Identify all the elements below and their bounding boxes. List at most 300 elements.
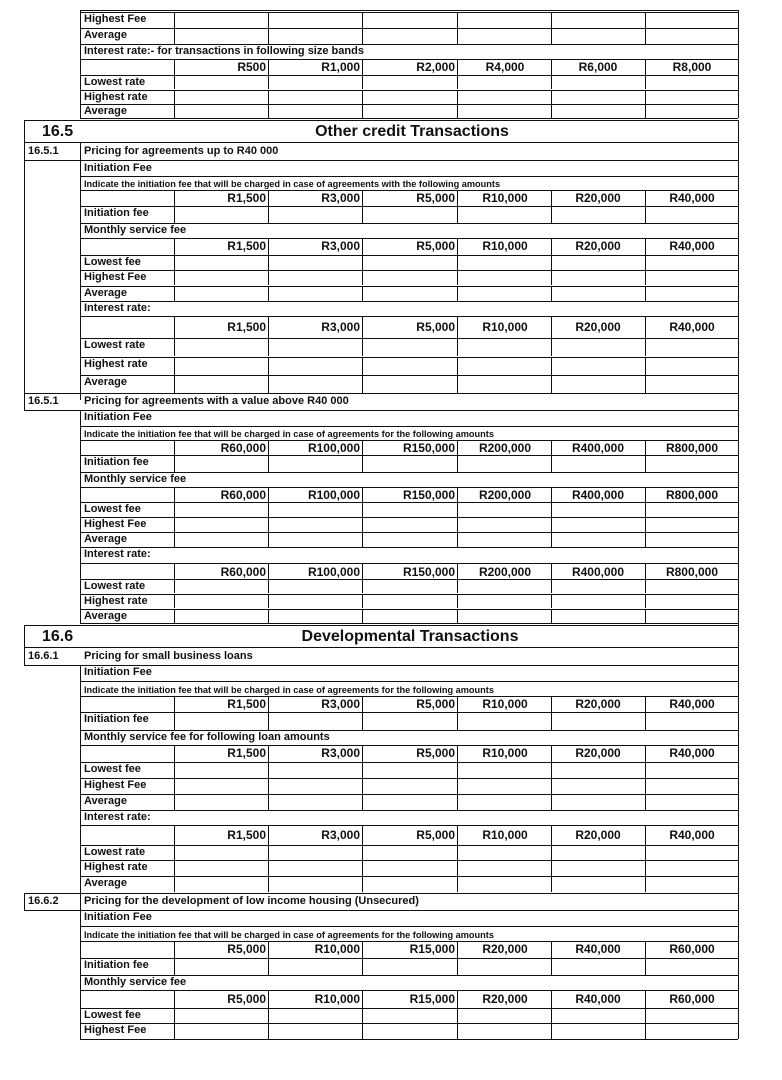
grid-line <box>738 338 739 356</box>
initiation-fee-heading: Initiation Fee <box>84 162 152 174</box>
grid-line <box>174 190 175 206</box>
initiation-fee-row-cell[interactable] <box>552 959 644 974</box>
fee-row-cell[interactable] <box>458 779 550 793</box>
grid-line <box>24 393 25 410</box>
fee-row-cell[interactable] <box>269 503 361 516</box>
fee-row-cell[interactable] <box>269 763 361 777</box>
initiation-fee-row-cell[interactable] <box>269 959 361 974</box>
rate-row-cell[interactable] <box>269 610 361 622</box>
amount-header: R40,000 <box>669 697 715 711</box>
fee-row-cell[interactable] <box>363 1009 456 1023</box>
rate-row-cell[interactable] <box>269 595 361 607</box>
subsection-title: Pricing for the development of low income housing (Unsecured) <box>84 895 419 907</box>
rate-row-cell[interactable] <box>552 358 644 374</box>
rate-row-cell[interactable] <box>269 339 361 355</box>
fee-row-cell[interactable] <box>269 1024 361 1038</box>
rate-row-cell[interactable] <box>646 595 737 607</box>
fee-row-label: Average <box>84 287 128 299</box>
rate-row-cell[interactable] <box>175 877 267 891</box>
amount-header: R20,000 <box>575 191 621 205</box>
rate-row-cell[interactable] <box>363 846 456 860</box>
grid-line <box>738 532 739 547</box>
fee-row-cell[interactable] <box>175 503 267 516</box>
top-rate-row-cell[interactable] <box>269 76 361 88</box>
rate-row-cell[interactable] <box>646 376 737 392</box>
rate-row-cell[interactable] <box>363 595 456 607</box>
fee-row-cell[interactable] <box>552 271 644 284</box>
interest-rate-heading: Interest rate:- for transactions in following size bands <box>84 45 364 57</box>
fee-row-cell[interactable] <box>552 1024 644 1038</box>
initiation-fee-row-cell[interactable] <box>269 713 361 729</box>
amount-header: R60,000 <box>220 488 266 502</box>
rate-row-cell[interactable] <box>363 877 456 891</box>
fee-row-cell[interactable] <box>175 779 267 793</box>
fee-row-cell[interactable] <box>646 518 737 531</box>
fee-row-cell[interactable] <box>458 533 550 546</box>
amount-header: R40,000 <box>669 320 715 334</box>
fee-row-cell[interactable] <box>646 533 737 546</box>
top-rate-row-label: Average <box>84 105 128 117</box>
grid-line <box>80 176 738 177</box>
rate-row-cell[interactable] <box>552 846 644 860</box>
fee-row-cell[interactable] <box>269 256 361 269</box>
grid-line <box>80 696 738 697</box>
initiation-fee-row-cell[interactable] <box>175 959 267 974</box>
amount-header: R5,000 <box>416 239 455 253</box>
amount-header: R1,500 <box>227 828 266 842</box>
rate-row-cell[interactable] <box>458 339 550 355</box>
amount-header: R40,000 <box>575 992 621 1006</box>
subsection-number: 16.5.1 <box>28 395 59 407</box>
initiation-fee-row-cell[interactable] <box>269 456 361 471</box>
amount-header: R5,000 <box>416 746 455 760</box>
initiation-fee-row-cell[interactable] <box>363 207 456 222</box>
grid-line <box>174 238 175 255</box>
top-rate-row-cell[interactable] <box>175 76 267 88</box>
amount-header: R4,000 <box>485 60 525 74</box>
grid-line <box>80 665 81 1039</box>
rate-row-cell[interactable] <box>646 846 737 860</box>
fee-row-cell[interactable] <box>552 518 644 531</box>
grid-line <box>24 160 738 161</box>
rate-row-cell[interactable] <box>363 610 456 622</box>
fee-row-label: Average <box>84 795 128 807</box>
initiation-note: Indicate the initiation fee that will be charged in case of agreements with the following amounts <box>84 179 501 189</box>
fee-row-label: Lowest fee <box>84 503 141 515</box>
fee-row-cell[interactable] <box>269 795 361 809</box>
grid-line <box>738 778 739 794</box>
fee-row-cell[interactable] <box>363 533 456 546</box>
rate-row-cell[interactable] <box>269 580 361 592</box>
fee-row-cell[interactable] <box>646 256 737 269</box>
grid-line <box>738 28 739 44</box>
grid-line <box>738 206 739 223</box>
amount-header: R10,000 <box>482 828 528 842</box>
amount-header: R1,500 <box>227 746 266 760</box>
fee-row-cell[interactable] <box>269 779 361 793</box>
top-rate-row-cell[interactable] <box>175 105 267 117</box>
top-rate-row-label: Lowest rate <box>84 76 146 88</box>
amount-header: R1,500 <box>227 191 266 205</box>
fee-row-label: Highest Fee <box>84 518 147 530</box>
fee-row-cell[interactable] <box>269 287 361 300</box>
fee-row-cell[interactable] <box>363 256 456 269</box>
amount-header: R1,500 <box>227 697 266 711</box>
top-rate-row-cell[interactable] <box>552 76 644 88</box>
fee-row-cell[interactable] <box>175 1024 267 1038</box>
grid-line <box>24 625 738 626</box>
rate-row-cell[interactable] <box>646 610 737 622</box>
rate-row-label: Average <box>84 610 128 622</box>
amount-header: R100,000 <box>307 565 360 579</box>
initiation-fee-row-cell[interactable] <box>269 207 361 222</box>
amount-header: R400,000 <box>571 488 625 502</box>
grid-line <box>738 286 739 301</box>
grid-line <box>80 681 738 682</box>
subsection-title: Pricing for agreements with a value above R40 000 <box>84 395 349 407</box>
rate-row-cell[interactable] <box>458 846 550 860</box>
grid-line <box>80 118 738 119</box>
top-rate-row-cell[interactable] <box>458 105 550 117</box>
amount-header: R3,000 <box>321 697 360 711</box>
top-fee-row-cell[interactable] <box>363 29 456 43</box>
fee-row-cell[interactable] <box>646 271 737 284</box>
grid-line <box>738 455 739 472</box>
initiation-fee-row-cell[interactable] <box>458 959 550 974</box>
top-rate-row-cell[interactable] <box>646 91 737 103</box>
amount-header: R6,000 <box>578 60 618 74</box>
grid-line <box>80 941 738 942</box>
amount-header: R10,000 <box>314 942 360 956</box>
monthly-service-heading: Monthly service fee for following loan amounts <box>84 731 330 743</box>
section-number: 16.5 <box>42 123 74 140</box>
interest-rate-heading: Interest rate: <box>84 811 151 823</box>
rate-row-cell[interactable] <box>363 358 456 374</box>
fee-row-cell[interactable] <box>552 533 644 546</box>
initiation-fee-row-cell[interactable] <box>646 456 737 471</box>
top-fee-row-label: Average <box>84 29 128 41</box>
rate-row-cell[interactable] <box>363 376 456 392</box>
top-fee-row-cell[interactable] <box>269 13 361 27</box>
grid-line <box>24 142 738 143</box>
fee-row-cell[interactable] <box>646 1009 737 1023</box>
fee-row-cell[interactable] <box>552 795 644 809</box>
grid-line <box>738 357 739 375</box>
grid-line <box>80 142 81 400</box>
amount-header: R20,000 <box>482 992 528 1006</box>
fee-row-cell[interactable] <box>552 256 644 269</box>
amount-header: R40,000 <box>669 239 715 253</box>
amount-header: R500 <box>237 60 266 74</box>
rate-row-label: Lowest rate <box>84 580 146 592</box>
fee-row-cell[interactable] <box>458 271 550 284</box>
grid-line <box>174 941 175 958</box>
interest-rate-heading: Interest rate: <box>84 548 151 560</box>
fee-row-cell[interactable] <box>175 533 267 546</box>
fee-row-cell[interactable] <box>175 256 267 269</box>
rate-row-cell[interactable] <box>646 877 737 891</box>
top-fee-row-cell[interactable] <box>646 29 737 43</box>
rate-row-cell[interactable] <box>175 846 267 860</box>
rate-row-cell[interactable] <box>552 580 644 592</box>
amount-header: R40,000 <box>669 828 715 842</box>
fee-row-cell[interactable] <box>458 795 550 809</box>
rate-row-cell[interactable] <box>458 580 550 592</box>
grid-line <box>174 440 175 455</box>
grid-line <box>24 393 738 394</box>
grid-line <box>80 1039 738 1040</box>
fee-row-cell[interactable] <box>269 518 361 531</box>
top-rate-row-cell[interactable] <box>269 105 361 117</box>
initiation-fee-row-cell[interactable] <box>458 713 550 729</box>
subsection-number: 16.6.1 <box>28 650 59 662</box>
top-fee-row-cell[interactable] <box>363 13 456 27</box>
fee-row-cell[interactable] <box>646 779 737 793</box>
rate-row-cell[interactable] <box>458 595 550 607</box>
grid-line <box>738 860 739 876</box>
top-fee-row-cell[interactable] <box>269 29 361 43</box>
initiation-fee-row-cell[interactable] <box>552 207 644 222</box>
rate-row-cell[interactable] <box>269 846 361 860</box>
fee-row-cell[interactable] <box>175 518 267 531</box>
amount-header: R10,000 <box>482 191 528 205</box>
fee-row-cell[interactable] <box>646 763 737 777</box>
grid-line <box>80 238 738 239</box>
initiation-fee-row-cell[interactable] <box>175 207 267 222</box>
rate-row-label: Average <box>84 877 128 889</box>
fee-row-cell[interactable] <box>458 1009 550 1023</box>
subsection-number: 16.6.2 <box>28 895 59 907</box>
amount-header: R40,000 <box>669 191 715 205</box>
fee-row-cell[interactable] <box>363 779 456 793</box>
fee-row-cell[interactable] <box>363 1024 456 1038</box>
grid-line <box>738 255 739 270</box>
top-fee-row-cell[interactable] <box>552 29 644 43</box>
initiation-fee-row-cell[interactable] <box>363 456 456 471</box>
top-rate-row-cell[interactable] <box>363 105 456 117</box>
top-fee-row-cell[interactable] <box>458 13 550 27</box>
amount-header: R150,000 <box>402 488 455 502</box>
fee-row-cell[interactable] <box>458 503 550 516</box>
rate-row-cell[interactable] <box>458 610 550 622</box>
amount-header: R10,000 <box>482 697 528 711</box>
initiation-note: Indicate the initiation fee that will be charged in case of agreements for the following amounts <box>84 429 494 439</box>
rate-row-cell[interactable] <box>646 358 737 374</box>
amount-header: R1,500 <box>227 239 266 253</box>
initiation-fee-row-cell[interactable] <box>363 959 456 974</box>
initiation-fee-row-cell[interactable] <box>552 456 644 471</box>
fee-row-cell[interactable] <box>552 503 644 516</box>
top-fee-row-cell[interactable] <box>175 29 267 43</box>
subsection-title: Pricing for agreements up to R40 000 <box>84 145 279 157</box>
rate-row-cell[interactable] <box>458 877 550 891</box>
fee-row-cell[interactable] <box>552 763 644 777</box>
fee-row-cell[interactable] <box>458 287 550 300</box>
fee-row-cell[interactable] <box>269 271 361 284</box>
rate-row-cell[interactable] <box>552 376 644 392</box>
top-rate-row-cell[interactable] <box>269 91 361 103</box>
rate-row-cell[interactable] <box>363 339 456 355</box>
fee-row-cell[interactable] <box>269 533 361 546</box>
top-rate-row-cell[interactable] <box>458 91 550 103</box>
initiation-fee-row-cell[interactable] <box>175 456 267 471</box>
initiation-fee-heading: Initiation Fee <box>84 666 152 678</box>
fee-row-cell[interactable] <box>363 287 456 300</box>
rate-row-cell[interactable] <box>175 595 267 607</box>
fee-row-cell[interactable] <box>646 503 737 516</box>
rate-row-cell[interactable] <box>175 861 267 875</box>
grid-line <box>738 712 739 730</box>
fee-row-cell[interactable] <box>269 1009 361 1023</box>
amount-header: R5,000 <box>416 320 455 334</box>
amount-header: R3,000 <box>321 191 360 205</box>
fee-row-cell[interactable] <box>552 287 644 300</box>
rate-row-cell[interactable] <box>646 339 737 355</box>
fee-row-cell[interactable] <box>458 763 550 777</box>
grid-line <box>738 12 739 28</box>
rate-row-cell[interactable] <box>175 376 267 392</box>
initiation-fee-row-cell[interactable] <box>646 207 737 222</box>
top-fee-row-cell[interactable] <box>175 13 267 27</box>
fee-row-cell[interactable] <box>363 763 456 777</box>
section-number: 16.6 <box>42 628 74 645</box>
amount-header: R5,000 <box>227 942 266 956</box>
rate-row-cell[interactable] <box>175 358 267 374</box>
rate-row-cell[interactable] <box>269 861 361 875</box>
initiation-fee-row-cell[interactable] <box>646 959 737 974</box>
rate-row-cell[interactable] <box>458 358 550 374</box>
amount-header: R20,000 <box>575 320 621 334</box>
fee-row-cell[interactable] <box>552 779 644 793</box>
rate-row-cell[interactable] <box>552 595 644 607</box>
rate-row-cell[interactable] <box>269 376 361 392</box>
grid-line <box>738 90 739 104</box>
amount-header: R40,000 <box>575 942 621 956</box>
rate-row-cell[interactable] <box>175 580 267 592</box>
rate-row-cell[interactable] <box>646 861 737 875</box>
initiation-fee-row-cell[interactable] <box>458 456 550 471</box>
top-rate-row-cell[interactable] <box>552 91 644 103</box>
subsection-number: 16.5.1 <box>28 145 59 157</box>
fee-row-cell[interactable] <box>363 795 456 809</box>
amount-header: R3,000 <box>321 320 360 334</box>
rate-row-cell[interactable] <box>269 358 361 374</box>
grid-line <box>24 893 738 894</box>
fee-row-cell[interactable] <box>458 1024 550 1038</box>
grid-line <box>24 120 738 121</box>
fee-row-cell[interactable] <box>175 271 267 284</box>
grid-line <box>80 10 738 11</box>
fee-row-cell[interactable] <box>175 287 267 300</box>
top-rate-row-cell[interactable] <box>175 91 267 103</box>
top-fee-row-label: Highest Fee <box>84 13 147 25</box>
initiation-fee-row-cell[interactable] <box>646 713 737 729</box>
amount-header: R10,000 <box>482 320 528 334</box>
section-title: Other credit Transactions <box>315 123 509 140</box>
fee-row-label: Lowest fee <box>84 763 141 775</box>
amount-header: R60,000 <box>220 441 266 455</box>
rate-row-cell[interactable] <box>269 877 361 891</box>
top-fee-row-cell[interactable] <box>646 13 737 27</box>
rate-row-label: Average <box>84 376 128 388</box>
rate-row-label: Highest rate <box>84 358 148 370</box>
initiation-fee-row-cell[interactable] <box>175 713 267 729</box>
top-rate-row-cell[interactable] <box>646 105 737 117</box>
fee-row-cell[interactable] <box>363 503 456 516</box>
rate-row-cell[interactable] <box>363 861 456 875</box>
top-rate-row-cell[interactable] <box>363 91 456 103</box>
rate-row-cell[interactable] <box>363 580 456 592</box>
amount-header: R20,000 <box>575 697 621 711</box>
amount-header: R100,000 <box>307 488 360 502</box>
fee-row-cell[interactable] <box>458 518 550 531</box>
amount-header: R10,000 <box>482 239 528 253</box>
top-rate-row-cell[interactable] <box>458 76 550 88</box>
fee-row-cell[interactable] <box>363 271 456 284</box>
fee-row-cell[interactable] <box>175 763 267 777</box>
fee-row-label: Highest Fee <box>84 1024 147 1036</box>
amount-header: R60,000 <box>220 565 266 579</box>
grid-line <box>24 625 25 647</box>
fee-row-cell[interactable] <box>363 518 456 531</box>
rate-row-cell[interactable] <box>175 610 267 622</box>
top-rate-row-cell[interactable] <box>646 76 737 88</box>
fee-row-cell[interactable] <box>552 1009 644 1023</box>
fee-row-cell[interactable] <box>458 256 550 269</box>
grid-line <box>80 547 738 548</box>
fee-row-cell[interactable] <box>646 795 737 809</box>
rate-row-cell[interactable] <box>552 610 644 622</box>
grid-line <box>174 696 175 712</box>
rate-row-cell[interactable] <box>552 877 644 891</box>
amount-header: R20,000 <box>575 828 621 842</box>
grid-line <box>738 845 739 861</box>
rate-row-cell[interactable] <box>552 339 644 355</box>
rate-row-label: Lowest rate <box>84 339 146 351</box>
grid-line <box>174 487 175 502</box>
interest-rate-heading: Interest rate: <box>84 302 151 314</box>
amount-header: R15,000 <box>409 942 455 956</box>
fee-row-cell[interactable] <box>175 1009 267 1023</box>
grid-line <box>80 623 738 624</box>
monthly-service-heading: Monthly service fee <box>84 976 187 988</box>
rate-row-cell[interactable] <box>458 376 550 392</box>
initiation-fee-row-label: Initiation fee <box>84 456 149 468</box>
initiation-fee-row-cell[interactable] <box>552 713 644 729</box>
top-rate-row-cell[interactable] <box>363 76 456 88</box>
monthly-service-heading: Monthly service fee <box>84 473 187 485</box>
initiation-fee-row-cell[interactable] <box>363 713 456 729</box>
grid-line <box>80 10 81 118</box>
rate-row-cell[interactable] <box>175 339 267 355</box>
top-fee-row-cell[interactable] <box>552 13 644 27</box>
grid-line <box>174 990 175 1008</box>
rate-row-cell[interactable] <box>646 580 737 592</box>
initiation-fee-heading: Initiation Fee <box>84 911 152 923</box>
fee-row-cell[interactable] <box>646 287 737 300</box>
amount-header: R5,000 <box>416 697 455 711</box>
amount-header: R10,000 <box>314 992 360 1006</box>
rate-row-cell[interactable] <box>458 861 550 875</box>
top-fee-row-cell[interactable] <box>458 29 550 43</box>
amount-header: R60,000 <box>669 992 715 1006</box>
grid-line <box>738 1023 739 1039</box>
fee-row-cell[interactable] <box>646 1024 737 1038</box>
rate-row-cell[interactable] <box>552 861 644 875</box>
top-rate-row-cell[interactable] <box>552 105 644 117</box>
initiation-fee-row-cell[interactable] <box>458 207 550 222</box>
fee-row-cell[interactable] <box>175 795 267 809</box>
